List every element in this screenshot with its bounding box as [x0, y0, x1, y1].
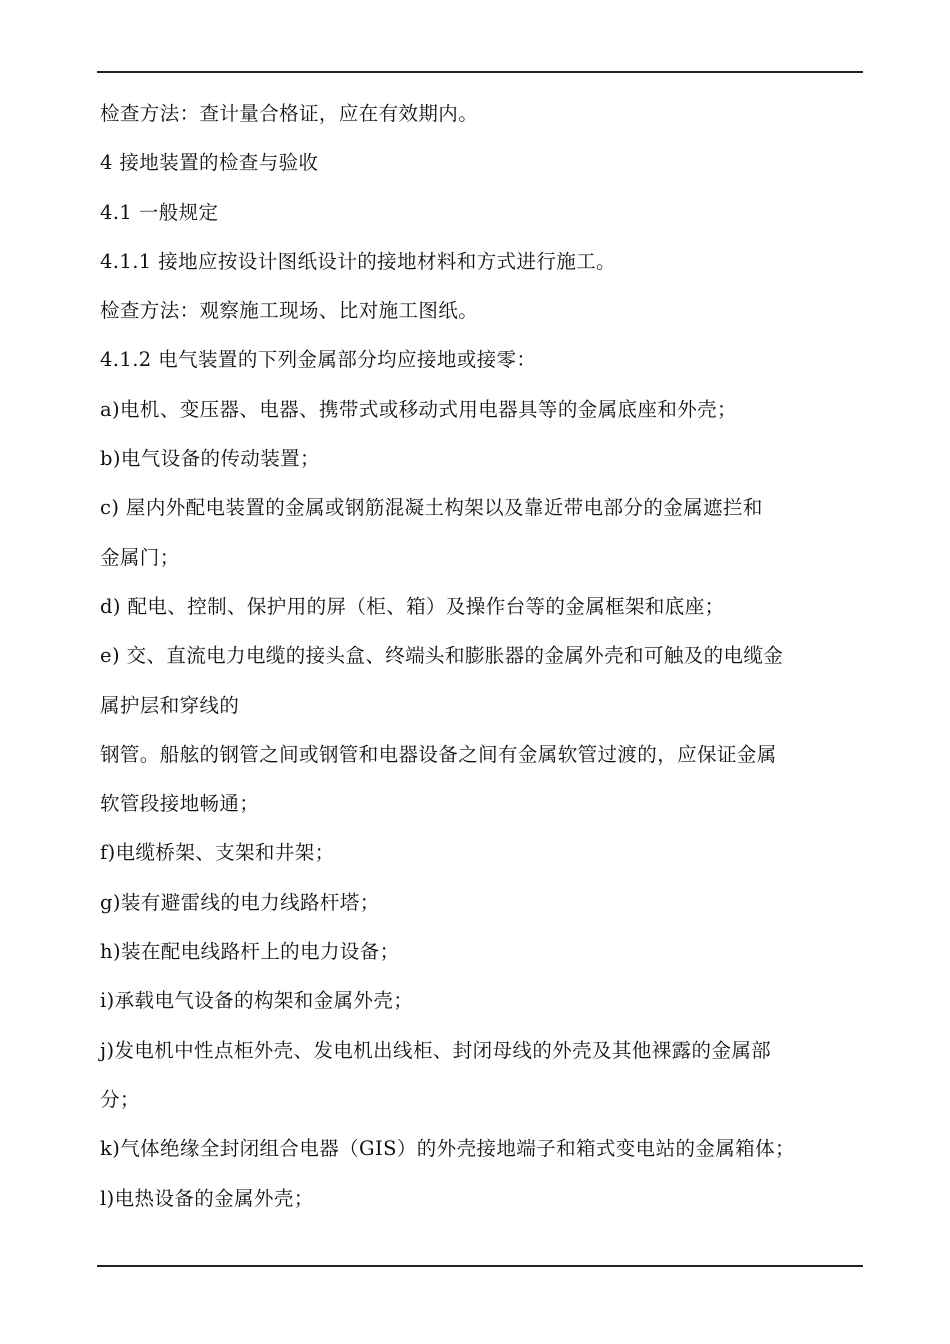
list-item: e) 交、直流电力电缆的接头盒、终端头和膨胀器的金属外壳和可触及的电缆金 — [100, 644, 784, 668]
footer-rule — [97, 1265, 863, 1267]
text-line: 检查方法：查计量合格证，应在有效期内。 — [100, 102, 479, 125]
text-line: 钢管。船舷的钢管之间或钢管和电器设备之间有金属软管过渡的，应保证金属 — [100, 742, 777, 766]
list-item: l)电热设备的金属外壳； — [100, 1186, 314, 1210]
list-item-continued: 属护层和穿线的 — [100, 693, 240, 717]
list-item: d) 配电、控制、保护用的屏（柜、箱）及操作台等的金属框架和底座； — [100, 594, 725, 618]
list-item-continued: 分； — [100, 1087, 140, 1111]
list-item-continued: 金属门； — [100, 545, 180, 569]
document-body — [100, 89, 866, 1223]
list-item: i)承载电气设备的构架和金属外壳； — [100, 989, 414, 1013]
section-heading: 4 接地装置的检查与验收 — [100, 151, 319, 175]
list-item: c) 屋内外配电装置的金属或钢筋混凝土构架以及靠近带电部分的金属遮拦和 — [100, 496, 763, 520]
clause-text: 4.1.2 电气装置的下列金属部分均应接地或接零： — [100, 348, 537, 372]
list-item: a)电机、变压器、电器、携带式或移动式用电器具等的金属底座和外壳； — [100, 397, 737, 421]
list-item: f)电缆桥架、支架和井架； — [100, 841, 335, 865]
list-item: k)气体绝缘全封闭组合电器（GIS）的外壳接地端子和箱式变电站的金属箱体； — [100, 1137, 795, 1161]
list-item: g)装有避雷线的电力线路杆塔； — [100, 890, 380, 914]
header-rule — [97, 71, 863, 73]
list-item: h)装在配电线路杆上的电力设备； — [100, 940, 400, 964]
subsection-heading: 4.1 一般规定 — [100, 200, 219, 224]
text-line: 检查方法：观察施工现场、比对施工图纸。 — [100, 299, 479, 323]
text-line: 软管段接地畅通； — [100, 792, 260, 816]
list-item: j)发电机中性点柜外壳、发电机出线柜、封闭母线的外壳及其他裸露的金属部 — [100, 1038, 772, 1062]
clause-text: 4.1.1 接地应按设计图纸设计的接地材料和方式进行施工。 — [100, 249, 616, 273]
list-item: b)电气设备的传动装置； — [100, 447, 320, 471]
